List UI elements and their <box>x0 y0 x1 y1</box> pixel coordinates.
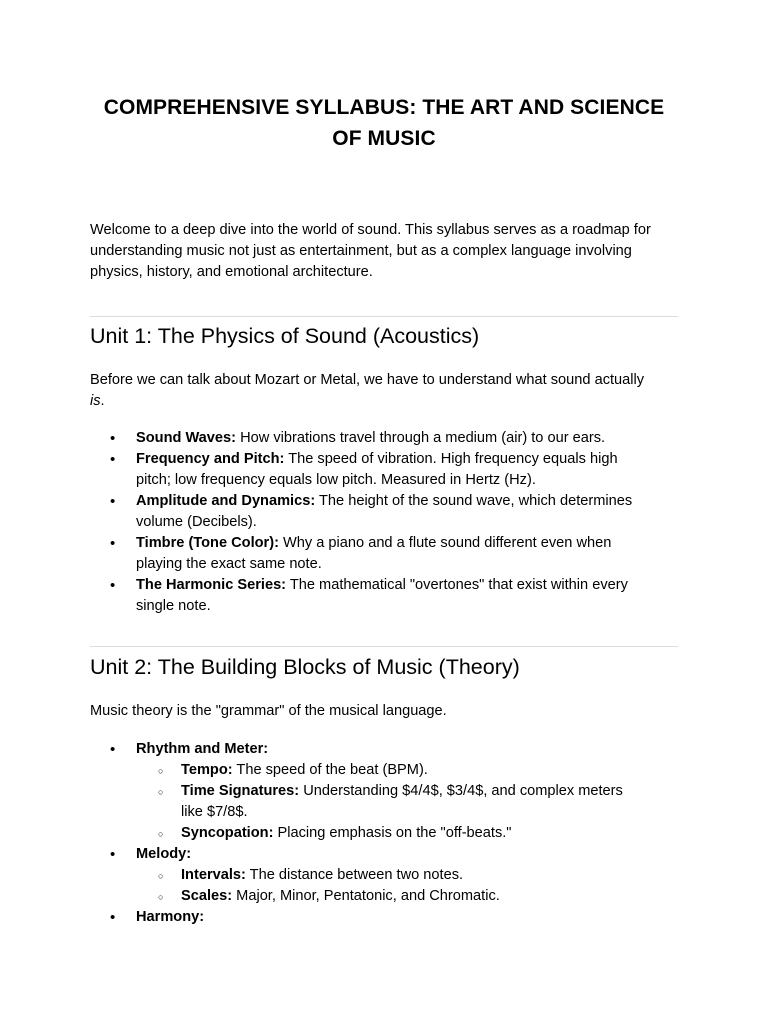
item-description: The height of the sound wave, which determines volume (Decibels). <box>136 493 633 530</box>
sub-item-term: Time Signatures: <box>181 783 300 799</box>
page-title: COMPREHENSIVE SYLLABUS: THE ART AND SCIENCE OF MUSIC <box>103 96 665 150</box>
sub-item-description: The distance between two notes. <box>245 867 464 883</box>
sub-list-item <box>136 823 690 844</box>
unit-1-intro-text: Before we can talk about Mozart or Metal, we have to understand what sound actually <box>90 372 645 388</box>
sub-item-description: Understanding $4/4$, $3/4$, and complex meters like $7/8$. <box>181 783 623 820</box>
sub-list-item <box>136 886 690 907</box>
unit-1-topic-list <box>90 428 690 617</box>
sub-list-item <box>136 781 646 823</box>
list-item <box>90 491 656 533</box>
item-term: Rhythm and Meter: <box>136 741 269 757</box>
list-item <box>90 575 656 617</box>
intro-paragraph: Welcome to a deep dive into the world of sound. This syllabus serves as a roadmap for understanding music not just as entertainment, but as a complex language involving physics, history, and emotional architecture. <box>90 222 651 280</box>
sub-list <box>136 760 690 844</box>
sub-item-description: The speed of the beat (BPM). <box>232 762 428 778</box>
sub-item-description: Placing emphasis on the "off-beats." <box>273 825 512 841</box>
sub-item-term: Scales: <box>181 888 233 904</box>
item-term: Sound Waves: <box>136 430 237 446</box>
list-item <box>90 533 656 575</box>
item-term: Timbre (Tone Color): <box>136 535 279 551</box>
section-divider <box>90 316 678 317</box>
section-divider <box>90 646 678 647</box>
item-description: Why a piano and a flute sound different even when playing the exact same note. <box>136 535 612 572</box>
sub-list-item <box>136 760 690 781</box>
list-item <box>90 739 690 844</box>
item-description: The mathematical "overtones" that exist within every single note. <box>136 577 628 614</box>
item-term: Harmony: <box>136 909 205 925</box>
unit-2-intro: Music theory is the "grammar" of the musical language. <box>90 703 447 719</box>
unit-2-topic-list <box>90 739 690 928</box>
unit-1-intro-end: . <box>100 393 105 409</box>
list-item <box>90 844 690 907</box>
item-term: The Harmonic Series: <box>136 577 287 593</box>
item-term: Melody: <box>136 846 192 862</box>
item-term: Frequency and Pitch: <box>136 451 285 467</box>
unit-1-intro <box>90 370 650 412</box>
sub-item-term: Syncopation: <box>181 825 274 841</box>
unit-1-intro-emphasis: is <box>90 393 101 409</box>
sub-list-item <box>136 865 690 886</box>
item-description: The speed of vibration. High frequency equals high pitch; low frequency equals low pitch. Measured in Hertz (Hz). <box>136 451 618 488</box>
unit-2-heading: Unit 2: The Building Blocks of Music (Theory) <box>90 655 520 679</box>
list-item <box>90 907 690 928</box>
item-description: How vibrations travel through a medium (air) to our ears. <box>236 430 606 446</box>
sub-item-term: Tempo: <box>181 762 233 778</box>
list-item <box>90 449 656 491</box>
list-item <box>90 428 690 449</box>
sub-item-term: Intervals: <box>181 867 246 883</box>
item-term: Amplitude and Dynamics: <box>136 493 316 509</box>
sub-item-description: Major, Minor, Pentatonic, and Chromatic. <box>232 888 500 904</box>
sub-list <box>136 865 690 907</box>
unit-1-heading: Unit 1: The Physics of Sound (Acoustics) <box>90 324 480 348</box>
